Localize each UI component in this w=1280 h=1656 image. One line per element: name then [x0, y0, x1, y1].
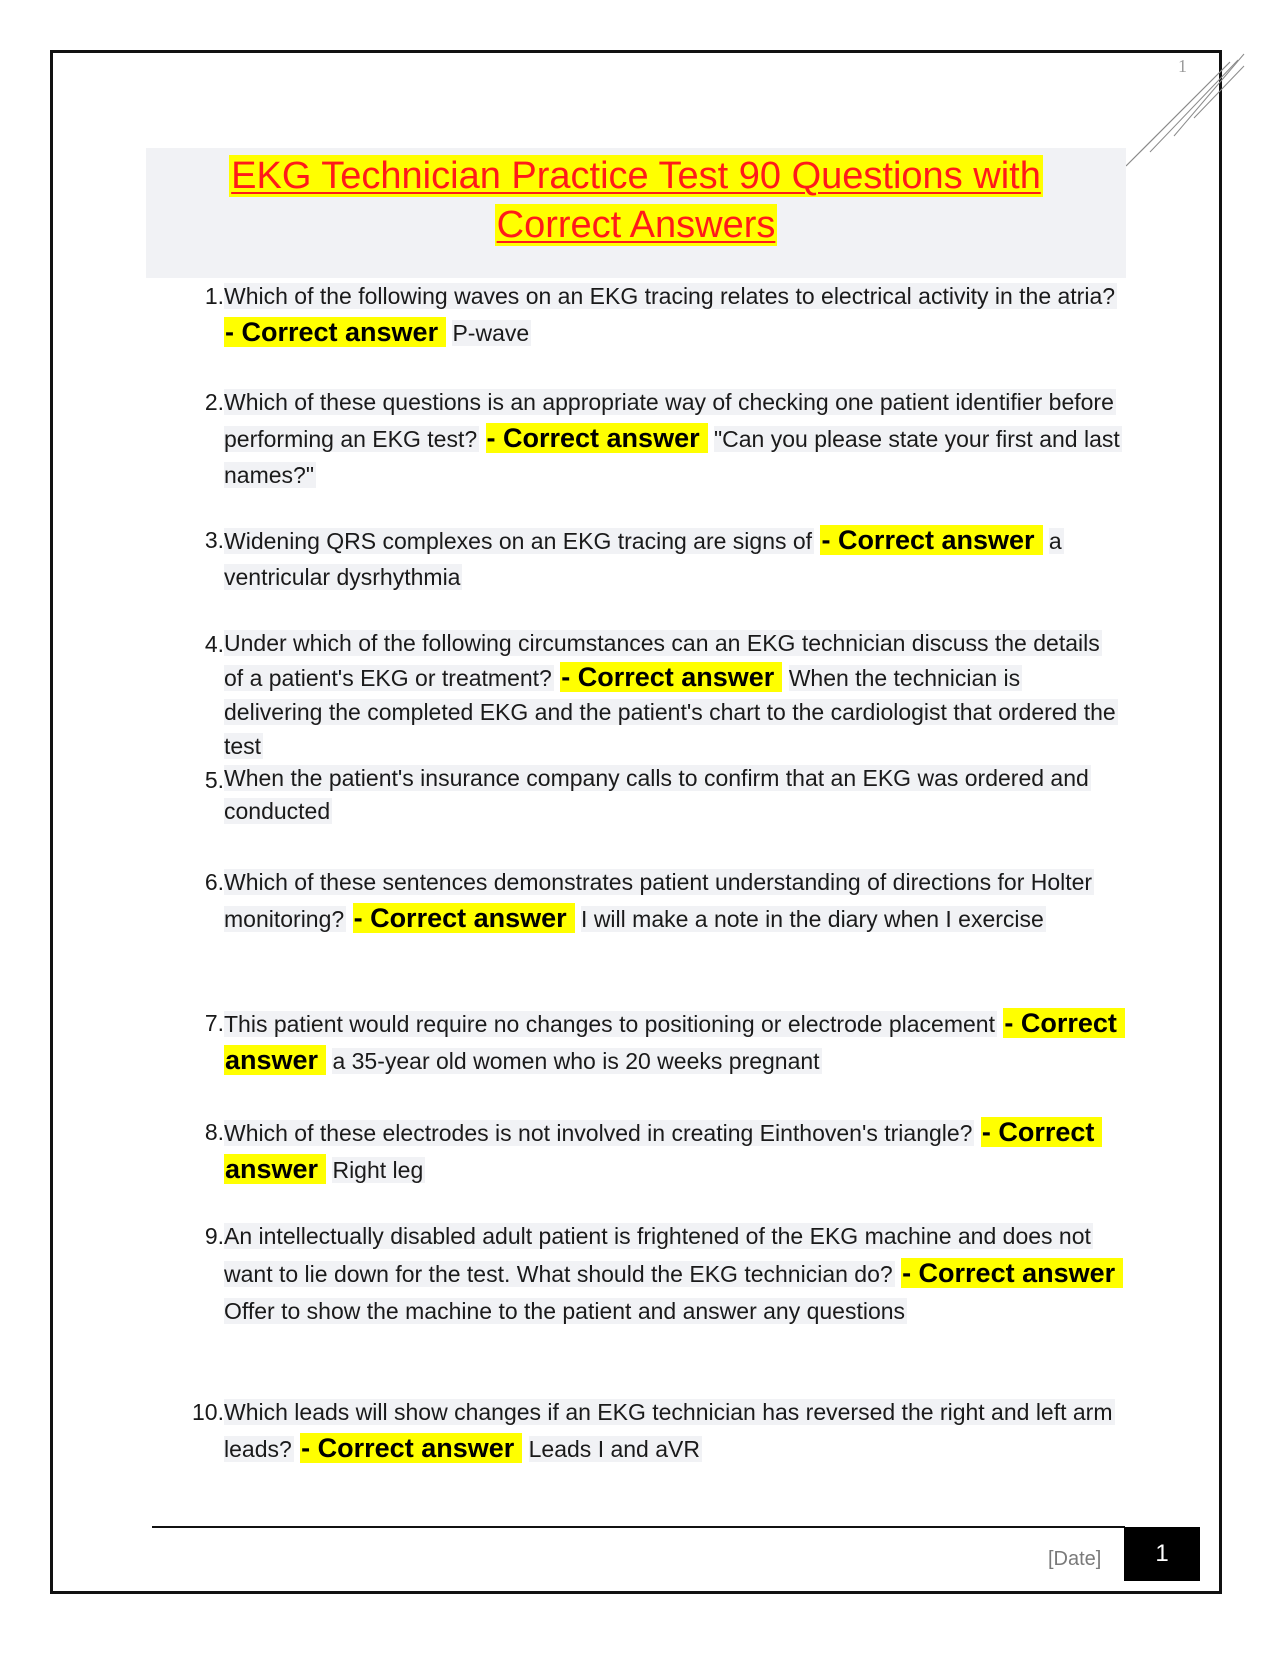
answer-text: "Can you please state your first and last names?"	[224, 426, 1120, 488]
question-text: Widening QRS complexes on an EKG tracing are signs of	[224, 528, 813, 554]
question-number: 3.	[204, 527, 224, 553]
answer-text: a 35-year old women who is 20 weeks pregnant	[332, 1048, 820, 1074]
answer-text: P-wave	[452, 320, 530, 346]
footer-page-number: 1	[1124, 1527, 1200, 1581]
correct-answer-marker: - Correct answer	[224, 317, 446, 347]
question-text: Which leads will show changes if an EKG technician has reversed the right and left arm leads?	[224, 1399, 1113, 1462]
question-text: When the patient's insurance company calls to confirm that an EKG was ordered and conducted	[224, 765, 1089, 824]
question-number: 2.	[204, 389, 224, 415]
question-text: Which of the following waves on an EKG tracing relates to electrical activity in the atria?	[224, 283, 1116, 309]
correct-answer-marker: - Correct answer	[486, 423, 708, 453]
question-number: 10.	[192, 1399, 224, 1425]
corner-decoration-lines	[1120, 40, 1250, 180]
correct-answer-marker: - Correct answer	[820, 525, 1042, 555]
answer-text: Leads I and aVR	[528, 1436, 700, 1462]
question-text: Which of these electrodes is not involved in creating Einthoven's triangle?	[224, 1120, 973, 1146]
answer-text: When the technician is delivering the completed EKG and the patient's chart to the cardiologist that ordered the test	[224, 665, 1116, 759]
correct-answer-marker: - Correct answer	[901, 1258, 1123, 1288]
correct-answer-marker: - Correct answer	[224, 1117, 1102, 1184]
correct-answer-marker: - Correct answer	[353, 903, 575, 933]
footer-divider	[152, 1526, 1125, 1528]
title-line-2: Correct Answers	[496, 204, 776, 246]
answer-text: Offer to show the machine to the patient and answer any questions	[224, 1298, 906, 1324]
correct-answer-marker: - Correct answer	[224, 1008, 1125, 1075]
question-number: 6.	[204, 869, 224, 895]
answer-text: a ventricular dysrhythmia	[224, 528, 1062, 590]
question-number: 1.	[204, 283, 224, 309]
question-text: Which of these sentences demonstrates patient understanding of directions for Holter monitoring?	[224, 869, 1093, 932]
answer-text: I will make a note in the diary when I exercise	[581, 906, 1044, 932]
document-title	[146, 148, 1126, 278]
question-number: 9.	[204, 1223, 224, 1249]
corner-page-number: 1	[1178, 56, 1187, 76]
question-text: Which of these questions is an appropriate way of checking one patient identifier before performing an EKG test?	[224, 389, 1114, 452]
answer-text: Right leg	[332, 1157, 424, 1183]
footer-date: [Date]	[1048, 1548, 1102, 1570]
question-number: 4.	[204, 631, 224, 657]
question-text: Under which of the following circumstances can an EKG technician discuss the details of a patient's EKG or treatment?	[224, 630, 1100, 691]
question-text: An intellectually disabled adult patient is frightened of the EKG machine and does not want to lie down for the test. What should the EKG technician do?	[224, 1223, 1091, 1287]
correct-answer-marker: - Correct answer	[300, 1433, 522, 1463]
question-number: 8.	[204, 1119, 224, 1145]
correct-answer-marker: - Correct answer	[560, 662, 782, 692]
question-number: 5.	[204, 767, 224, 793]
question-number: 7.	[204, 1010, 224, 1036]
title-line-1: EKG Technician Practice Test 90 Questions with	[231, 155, 1041, 197]
question-text: This patient would require no changes to positioning or electrode placement	[224, 1011, 995, 1037]
